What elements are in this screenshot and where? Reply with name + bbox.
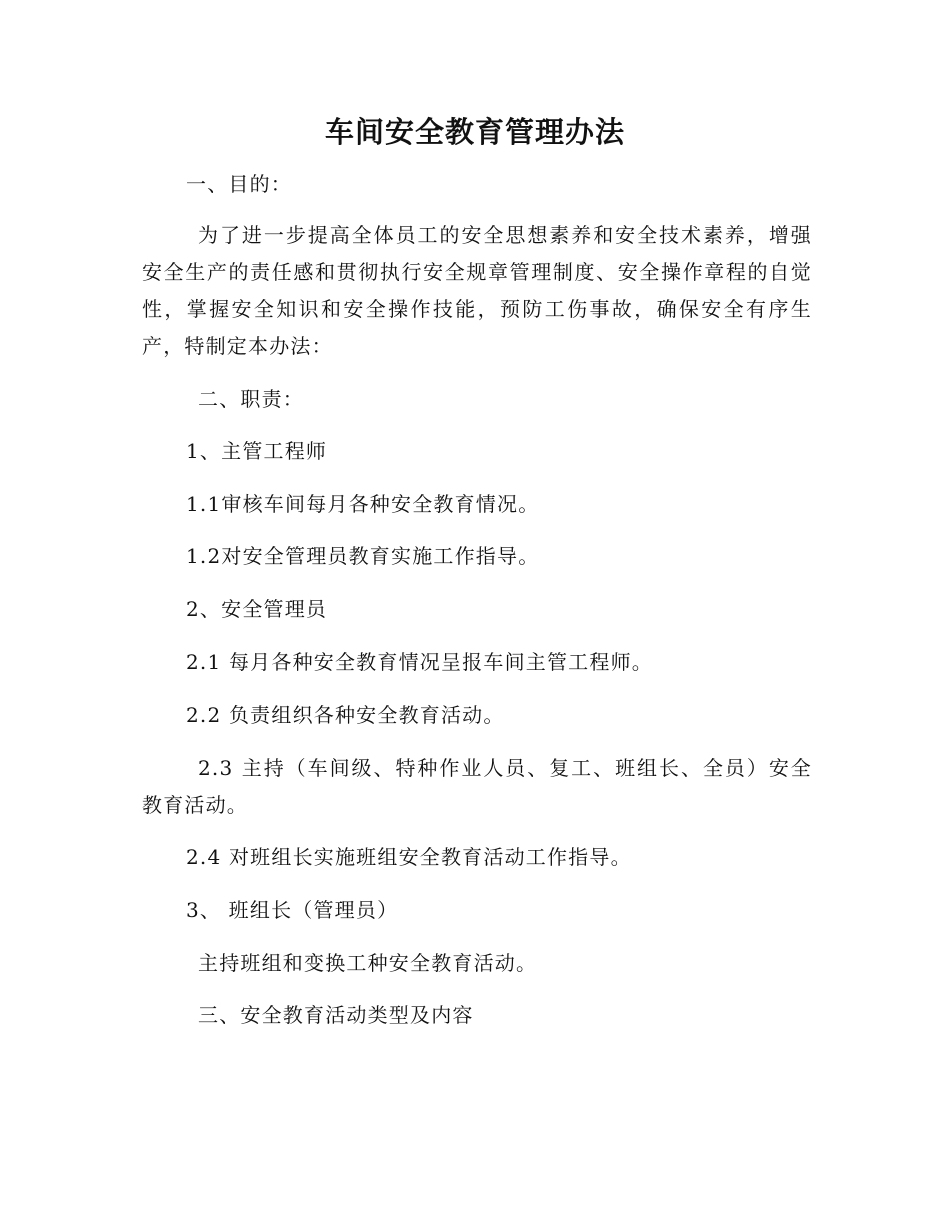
role-chief-engineer: 1、主管工程师 [186,439,328,463]
duty-item-2-1: 2.1 每月各种安全教育情况呈报车间主管工程师。 [186,650,653,674]
role-team-leader: 3、 班组长（管理员） [186,898,399,922]
duty-item-3: 主持班组和变换工种安全教育活动。 [198,951,538,975]
duty-item-2-4: 2.4 对班组长实施班组安全教育活动工作指导。 [186,845,632,869]
document-title: 车间安全教育管理办法 [324,115,625,149]
section-heading-purpose: 一、目的： [186,172,292,196]
section-heading-activities: 三、安全教育活动类型及内容 [198,1003,474,1027]
duty-item-1-1: 1.1审核车间每月各种安全教育情况。 [186,492,540,516]
role-safety-manager: 2、安全管理员 [186,597,328,621]
duty-item-2-2: 2.2 负责组织各种安全教育活动。 [186,703,505,727]
duty-item-1-2: 1.2对安全管理员教育实施工作指导。 [186,544,540,568]
section-heading-duties: 二、职责： [198,387,304,411]
purpose-paragraph: 为了进一步提高全体员工的安全思想素养和安全技术素养，增强安全生产的责任感和贯彻执行安全规章管理制度、安全操作章程的自觉性，掌握安全知识和安全操作技能，预防工伤事故，确保安全有序生产，特制定本办法： [142,223,812,358]
duty-item-2-3: 2.3 主持（车间级、特种作业人员、复工、班组长、全员）安全教育活动。 [142,756,812,817]
